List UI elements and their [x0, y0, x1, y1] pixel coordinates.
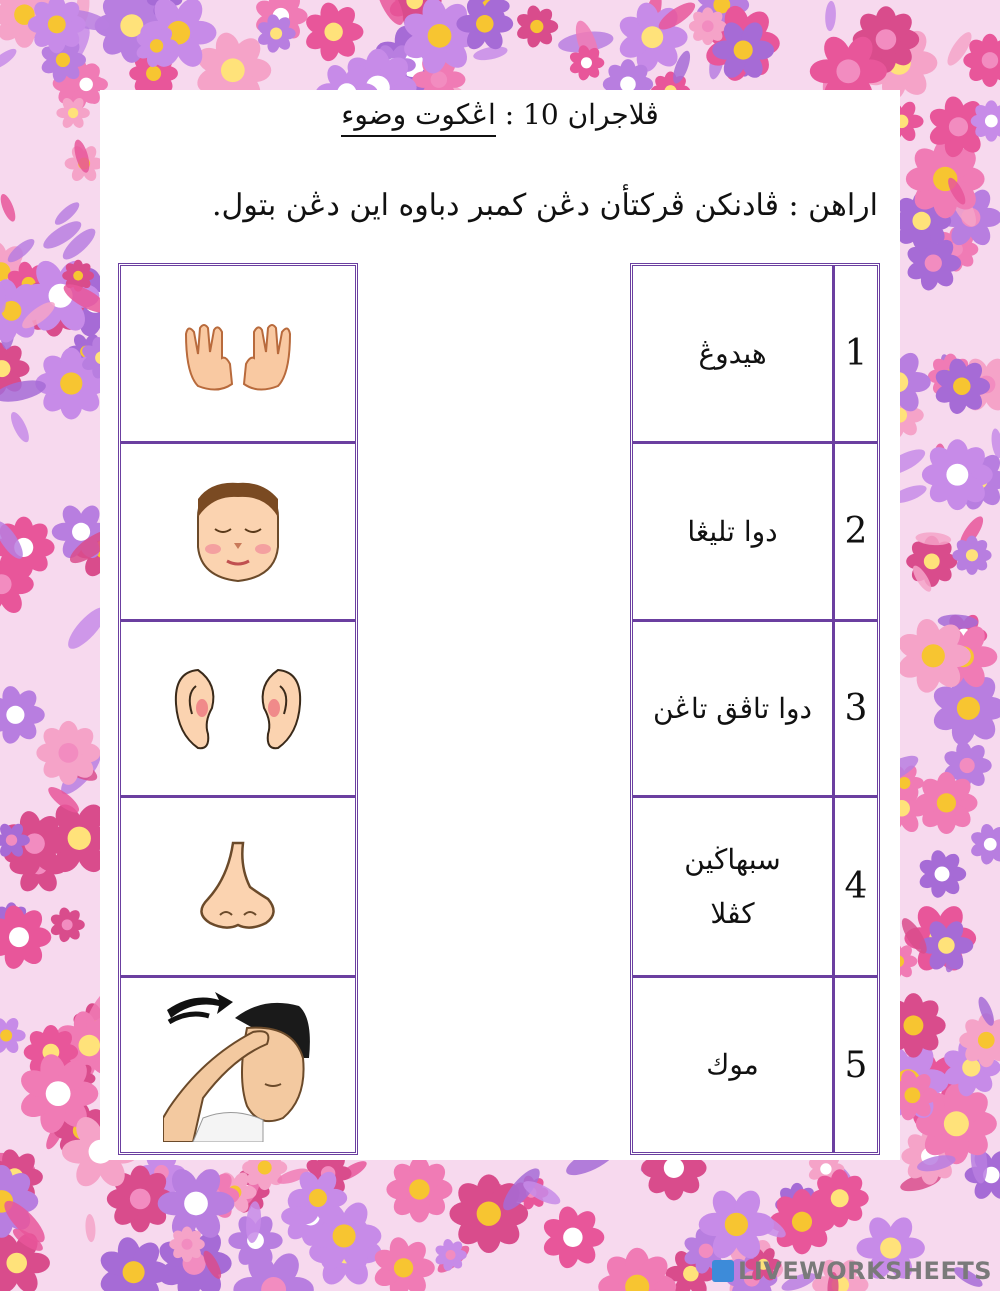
- flower-icon: [515, 4, 558, 49]
- flower-icon: [0, 1016, 26, 1056]
- flower-icon: [540, 1205, 604, 1271]
- leaf-icon: [85, 1214, 97, 1243]
- page-title: [0, 98, 1000, 131]
- flower-icon: [303, 1, 364, 63]
- flower-icon: [0, 684, 45, 745]
- word-table: [630, 263, 880, 1155]
- ears-icon: [168, 664, 308, 754]
- item-number: 3: [832, 622, 877, 795]
- wiping-head-icon: [163, 988, 313, 1142]
- picture-row[interactable]: [121, 622, 355, 798]
- word-row[interactable]: [633, 266, 877, 444]
- item-number: 4: [832, 798, 877, 975]
- flower-icon: [915, 772, 977, 834]
- liveworksheets-badge-icon: [712, 1260, 734, 1282]
- word-row[interactable]: [633, 798, 877, 978]
- word-row[interactable]: [633, 444, 877, 622]
- watermark-logo: [712, 1257, 992, 1285]
- flower-icon: [689, 7, 727, 45]
- instruction-text: اراهن : ڤادنکن ڤرکتأن دڠن کمبر دباوه اين دڠن بتول.: [212, 188, 878, 223]
- picture-row[interactable]: [121, 798, 355, 978]
- hands-icon: [178, 314, 298, 394]
- leaf-icon: [0, 192, 18, 223]
- leaf-icon: [0, 46, 19, 73]
- flower-icon: [36, 721, 100, 785]
- flower-icon: [598, 1248, 676, 1291]
- face-icon: [183, 477, 293, 587]
- word-row[interactable]: [633, 622, 877, 798]
- flower-icon: [811, 1169, 869, 1227]
- flower-icon: [97, 1235, 170, 1291]
- leaf-icon: [7, 410, 32, 445]
- flower-icon: [49, 906, 85, 943]
- leaf-icon: [824, 1, 836, 32]
- item-text: سبهاڬين كڤلا: [684, 843, 781, 930]
- picture-row[interactable]: [121, 266, 355, 444]
- item-text: هيدوڠ: [698, 336, 767, 370]
- item-number: 2: [832, 444, 877, 619]
- leaf-icon: [990, 428, 1000, 459]
- nose-icon: [188, 837, 288, 937]
- watermark-text: LIVEWORKSHEETS: [738, 1257, 992, 1285]
- title-topic: اڠكوت وضوء: [341, 98, 496, 137]
- picture-row[interactable]: [121, 978, 355, 1152]
- flower-icon: [952, 536, 991, 575]
- flower-icon: [922, 439, 993, 510]
- flower-icon: [371, 1235, 435, 1291]
- flower-icon: [917, 849, 966, 900]
- picture-row[interactable]: [121, 444, 355, 622]
- item-text: دوا تليڠا: [687, 514, 778, 548]
- flower-icon: [969, 823, 1000, 866]
- item-number: 1: [832, 266, 877, 441]
- flower-icon: [169, 1227, 205, 1263]
- flower-icon: [386, 1156, 452, 1222]
- title-prefix: ڤلاجران 10 :: [504, 98, 659, 131]
- word-row[interactable]: [633, 978, 877, 1152]
- picture-table: [118, 263, 358, 1155]
- item-text: دوا تاڤق تاڠن: [653, 691, 812, 725]
- item-text: موك: [706, 1048, 759, 1082]
- item-number: 5: [832, 978, 877, 1152]
